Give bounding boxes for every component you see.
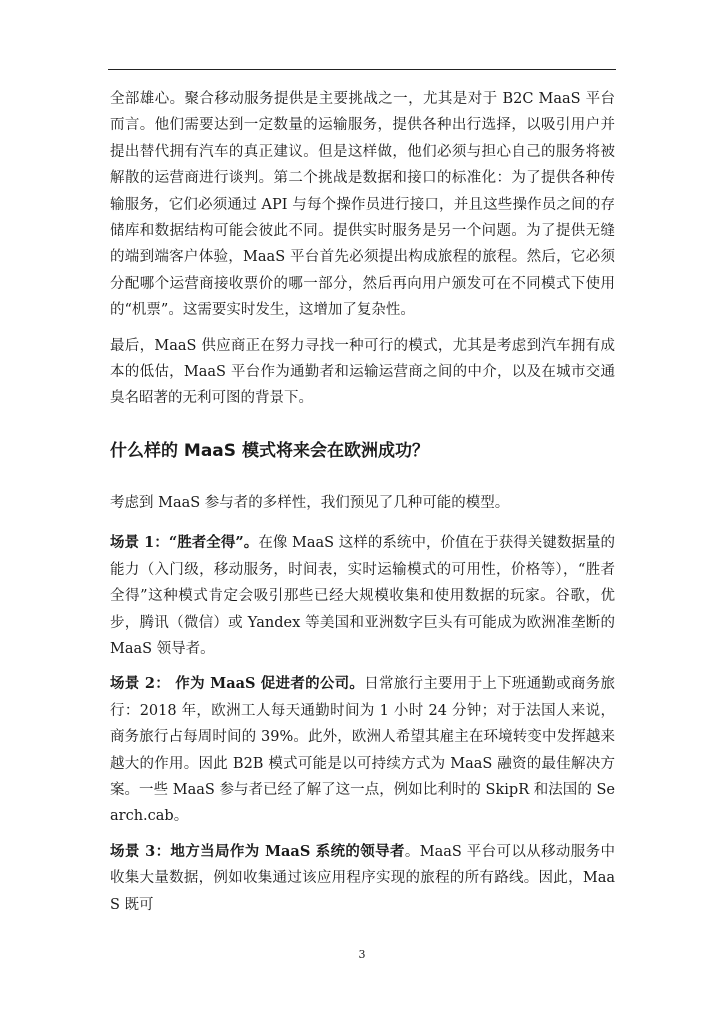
page-number: 3 [358, 948, 366, 961]
scenario-3 [110, 839, 615, 918]
document-body [110, 86, 615, 918]
paragraph-challenges: 全部雄心。聚合移动服务提供是主要挑战之一，尤其是对于 B2C MaaS 平台而言。他们需要达到一定数量的运输服务，提供各种出行选择，以吸引用户并提出替代拥有汽车的真正建议。但是这样做，他们必须与担心自己的服务将被解散的运营商进行谈判。第二个挑战是数据和接口的标准化：为了提供各种传输服务，它们必须通过 API 与每个操作员进行接口，并且这些操作员之间的存储库和数据结构可能会彼此不同。提供实时服务是另一个问题。为了提供无缝的端到端客户体验，MaaS 平台首先必须提出构成旅程的旅程。然后，它必须分配哪个运营商接收票价的哪一部分，然后再向用户颁发可在不同模式下使用的“机票”。这需要实时发生，这增加了复杂性。 [110, 91, 615, 319]
scenario-3-text: 。MaaS 平台可以从移动服务中收集大量数据，例如收集通过该应用程序实现的旅程的所有路线。因此，MaaS 既可 [110, 843, 616, 913]
scenario-3-lead: 场景 3：地方当局作为 MaaS 系统的领导者 [110, 842, 405, 860]
scenario-2-text: 日常旅行主要用于上下班通勤或商务旅行：2018 年，欧洲工人每天通勤时间为 1 小时 24 分钟；对于法国人来说，商务旅行占每周时间的 39%。此外，欧洲人希望其雇主在环境转变中发挥越来越大的作用。因此 B2B 模式可能是以可持续方式为 MaaS 融资的最佳解决方案。一些 MaaS 参与者已经了解了这一点，例如比利时的 SkipR 和法国的 Search.cab。 [110, 676, 616, 825]
header-rule [108, 69, 616, 70]
paragraph-business-model: 最后，MaaS 供应商正在努力寻找一种可行的模式，尤其是考虑到汽车拥有成本的低估，MaaS 平台作为通勤者和运输运营商之间的中介，以及在城市交通臭名昭著的无利可图的背景下。 [110, 337, 615, 407]
scenario-1 [110, 530, 615, 662]
scenario-1-lead: 场景 1：“胜者全得”。 [110, 534, 259, 552]
section-intro: 考虑到 MaaS 参与者的多样性，我们预见了几种可能的模型。 [110, 494, 510, 511]
scenario-2-lead: 场景 2： 作为 MaaS 促进者的公司。 [110, 675, 365, 693]
scenario-1-text: 在像 MaaS 这样的系统中，价值在于获得关键数据量的能力（入门级，移动服务，时间表，实时运输模式的可用性，价格等），“胜者全得”这种模式肯定会吸引那些已经大规模收集和使用数据的玩家。谷歌，优步，腾讯（微信）或 Yandex 等美国和亚洲数字巨头有可能成为欧洲准垄断的 MaaS 领导者。 [110, 535, 615, 657]
section-heading: 什么样的 MaaS 模式将来会在欧洲成功？ [110, 440, 429, 461]
scenario-2 [110, 671, 615, 829]
